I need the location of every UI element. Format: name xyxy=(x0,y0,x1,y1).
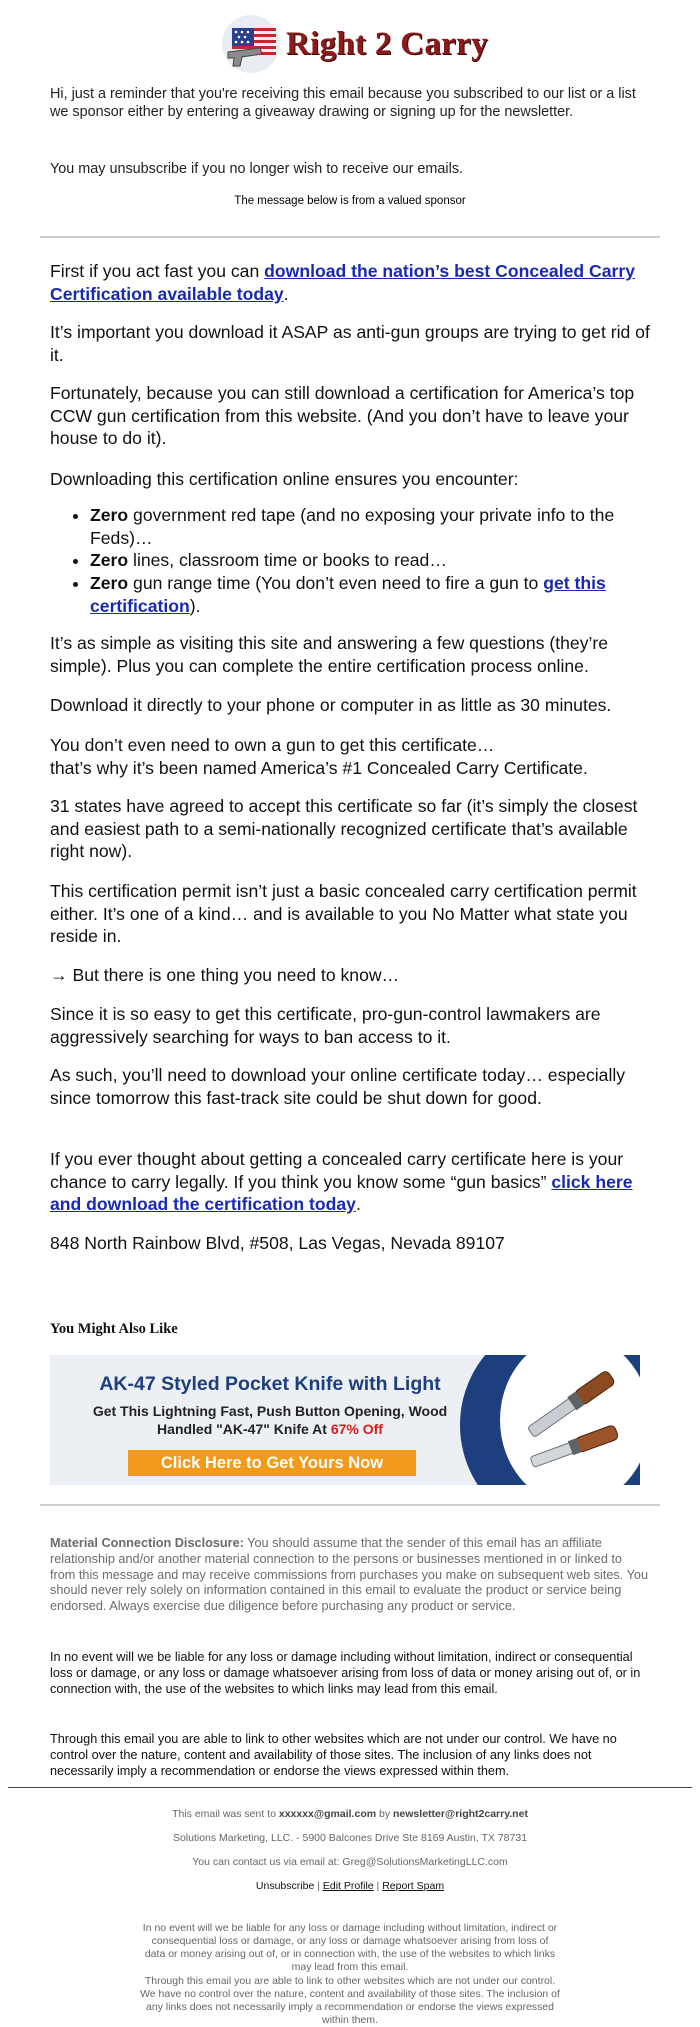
paragraph-no-gun: You don’t even need to own a gun to get this certificate… that’s why it’s been named America’s #1 Concealed Carry Certificate. xyxy=(50,735,588,778)
download-certification-link[interactable]: download the nation’s best Concealed Carry Certification available today xyxy=(50,261,635,304)
paragraph-lawmakers: Since it is so easy to get this certificate, pro-gun-control lawmakers are aggressively searching for ways to ban access to it. xyxy=(50,1004,601,1047)
paragraph-one-of-a-kind: This certification permit isn’t just a basic concealed carry certification permit either. It’s one of a kind… and is available to you No Matter what state you reside in. xyxy=(50,881,637,947)
divider xyxy=(8,1787,692,1788)
banner-subtitle: Get This Lightning Fast, Push Button Opening, Wood Handled "AK-47" Knife At 67% Off xyxy=(92,1403,448,1437)
paragraph-offer: First if you act fast you can download the nation’s best Concealed Carry Certification available today. xyxy=(50,261,635,304)
paragraph-downloading: Downloading this certification online ensures you encounter: xyxy=(50,469,519,489)
company-address: Solutions Marketing, LLC. - 5900 Balcones Drive Ste 8169 Austin, TX 78731 xyxy=(172,1832,528,1844)
footer-links: Unsubscribe | Edit Profile | Report Spam xyxy=(255,1880,445,1892)
logo-text: Right 2 Carry xyxy=(286,26,488,62)
download-today-link[interactable]: click here and download the certification today xyxy=(50,1171,633,1215)
paragraph-shut-down: As such, you’ll need to download your online certificate today… especially since tomorrow this fast-track site could be shut down for good. xyxy=(50,1065,626,1108)
paragraph-simple: It’s as simple as visiting this site and answering a few questions (they’re simple). Plus you can complete the entire certification process online. xyxy=(50,633,609,676)
liability-notice: In no event will we be liable for any loss or damage including without limitation, indirect or consequential loss or damage, or any loss or damage whatsoever arising from loss of data or money arising out of, or in connection with, the use of the websites to which links may lead from this email. xyxy=(50,1650,641,1696)
sponsor-note: The message below is from a valued sponsor xyxy=(234,195,466,207)
knife-icon xyxy=(505,1365,635,1480)
banner-title: AK-47 Styled Pocket Knife with Light xyxy=(99,1373,441,1395)
list-item: • Zero government red tape (and no exposing your private info to the Feds)… xyxy=(90,504,650,549)
benefits-list xyxy=(50,504,650,618)
material-disclosure: Material Connection Disclosure: You should assume that the sender of this email has an affiliate relationship and/or another material connection to the persons or businesses mentioned in or linked to from this message and may receive commissions from purchases you make on subsequent web sites. You should never rely solely on information contained in this email to evaluate the product or service being endorsed. Always exercise due diligence before purchasing any product or service. xyxy=(50,1536,649,1614)
external-links-notice: Through this email you are able to link to other websites which are not under our control. We have no control over the nature, content and availability of those sites. The inclusion of any links does not necessarily imply a recommendation or endorse the views expressed within them. xyxy=(50,1732,617,1778)
paragraph-one-thing: → But there is one thing you need to know… xyxy=(50,965,400,985)
paragraph-fortunately: Fortunately, because you can still download a certification for America’s top CCW gun certification from this website. (And you don’t have to leave your house to do it). xyxy=(50,383,635,449)
brand-logo[interactable] xyxy=(220,12,488,76)
paragraph-carry-legally: If you ever thought about getting a concealed carry certificate here is your chance to carry legally. If you think you know some “gun basics” click here and download the certification today. xyxy=(50,1149,633,1215)
intro-reminder: Hi, just a reminder that you're receiving this email because you subscribed to our list or a list we sponsor either by entering a giveaway drawing or signing up for the newsletter. xyxy=(50,86,636,120)
get-certification-link[interactable]: get this certification xyxy=(90,573,606,616)
unsubscribe-note: You may unsubscribe if you no longer wish to receive our emails. xyxy=(50,161,464,177)
knife-ad-banner[interactable] xyxy=(50,1355,640,1485)
contact-email: You can contact us via email at: Greg@SolutionsMarketingLLC.com xyxy=(192,1856,508,1868)
divider xyxy=(40,236,660,238)
list-item: • Zero gun range time (You don’t even need to fire a gun to get this certification). xyxy=(90,572,650,617)
footer-liability: In no event will we be liable for any loss or damage including without limitation, indirect or consequential loss or damage, or any loss or damage whatsoever arising from loss of data or money arising out of, or in connection with, the use of the websites to which links may lead from this email. xyxy=(142,1922,558,1973)
list-item: • Zero lines, classroom time or books to read… xyxy=(90,549,650,572)
paragraph-important: It’s important you download it ASAP as anti-gun groups are trying to get rid of it. xyxy=(50,322,650,365)
divider xyxy=(40,1504,660,1506)
paragraph-states: 31 states have agreed to accept this certificate so far (it’s simply the closest and easiest path to a semi-nationally recognized certificate that’s available right now). xyxy=(50,796,638,862)
recommendations-heading: You Might Also Like xyxy=(50,1321,178,1337)
sent-to-line: This email was sent to xxxxxx@gmail.com by newsletter@right2carry.net xyxy=(172,1808,528,1820)
report-spam-link[interactable]: Report Spam xyxy=(382,1880,445,1892)
flag-gun-icon xyxy=(220,14,282,74)
unsubscribe-link[interactable]: Unsubscribe xyxy=(255,1880,315,1892)
postal-address: 848 North Rainbow Blvd, #508, Las Vegas, Nevada 89107 xyxy=(50,1233,505,1253)
footer-external-links: Through this email you are able to link to other websites which are not under our control. We have no control over the nature, content and availability of those sites. The inclusion of any links does not necessarily imply a recommendation or endorse the views expressed within them. xyxy=(140,1975,560,2026)
get-yours-button[interactable]: Click Here to Get Yours Now xyxy=(128,1450,416,1476)
discount-text: 67% Off xyxy=(330,1420,383,1437)
edit-profile-link[interactable]: Edit Profile xyxy=(322,1880,374,1892)
paragraph-download-time: Download it directly to your phone or computer in as little as 30 minutes. xyxy=(50,695,612,715)
